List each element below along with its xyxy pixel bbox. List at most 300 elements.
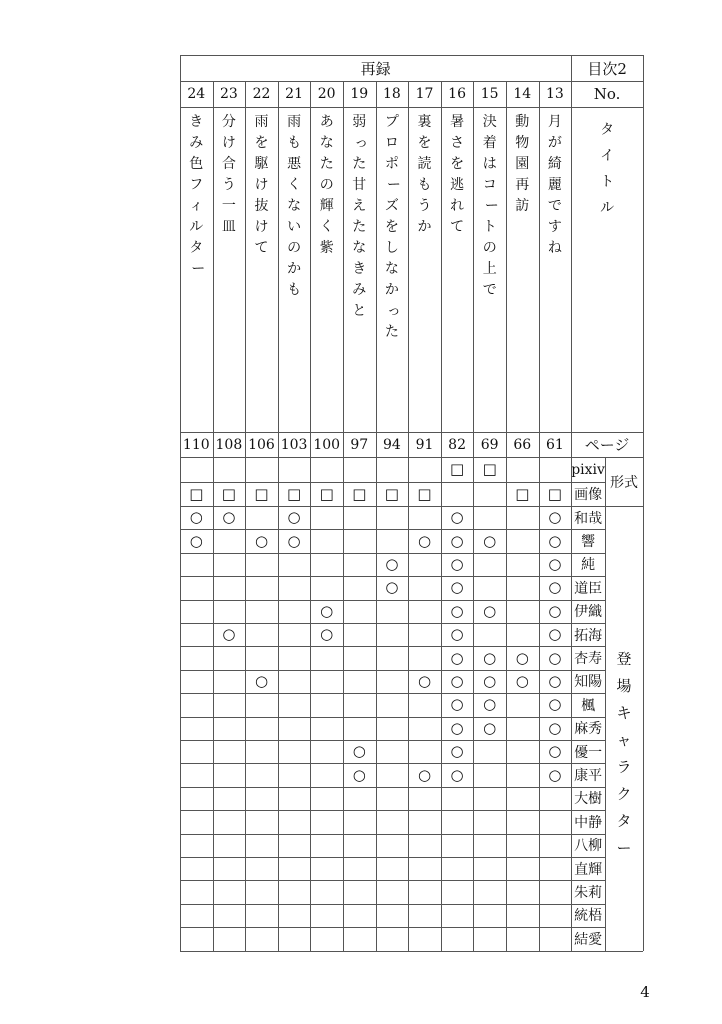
story-number: 18 [382, 86, 401, 102]
grid-line [180, 81, 643, 82]
appearance-mark [245, 623, 278, 646]
appearance-mark: ○ [320, 625, 334, 644]
appearance-mark [213, 834, 246, 857]
story-title: 分 け 合 う 一 皿 [221, 114, 236, 235]
appearance-mark: ○ [548, 648, 562, 667]
story-number: 14 [513, 86, 532, 102]
appearance-mark [408, 623, 441, 646]
pixiv-format-mark [539, 457, 572, 482]
appearance-mark [473, 506, 506, 529]
appearance-mark [213, 904, 246, 927]
grid-line [180, 693, 605, 694]
appearance-mark: ○ [352, 742, 366, 761]
image-format-mark [441, 482, 474, 506]
appearance-mark [180, 880, 213, 903]
story-title: プ ロ ポ ー ズ を し な か っ た [384, 114, 401, 340]
story-number: 16 [448, 86, 466, 102]
story-page: 69 [480, 436, 499, 453]
grid-line [180, 600, 605, 601]
grid-line [180, 810, 605, 811]
appearance-mark [180, 600, 213, 623]
appearance-mark [213, 740, 246, 763]
appearance-mark [376, 927, 409, 950]
appearance-mark: ○ [450, 742, 464, 761]
image-format-mark: □ [515, 484, 530, 503]
appearance-mark [213, 717, 246, 740]
grid-line [180, 553, 605, 554]
story-number: 20 [317, 86, 336, 102]
pixiv-format-mark [180, 457, 213, 482]
grid-line [180, 834, 605, 835]
pixiv-label: pixiv [571, 461, 605, 478]
title-label: タ イ ト ル [600, 122, 615, 216]
appearance-mark: ○ [450, 718, 464, 737]
character-name: 響 [581, 534, 596, 551]
appearance-mark [376, 880, 409, 903]
appearance-mark [278, 553, 311, 576]
story-number: 23 [219, 86, 238, 102]
grid-line [441, 81, 442, 951]
appearance-mark [441, 904, 474, 927]
appearance-mark [408, 904, 441, 927]
appearance-mark [180, 904, 213, 927]
image-format-mark: □ [352, 484, 367, 503]
appearance-mark [506, 717, 539, 740]
appearance-mark [441, 880, 474, 903]
story-number: 13 [545, 86, 564, 102]
appearance-mark [278, 717, 311, 740]
grid-line [180, 646, 605, 647]
appearance-mark [473, 740, 506, 763]
grid-line [180, 904, 605, 905]
appearance-mark [310, 670, 343, 693]
appearance-mark: ○ [548, 742, 562, 761]
image-format-mark: □ [417, 484, 432, 503]
appearance-mark [539, 834, 572, 857]
appearance-mark [539, 857, 572, 880]
appearance-mark [310, 529, 343, 552]
image-format-mark: □ [189, 484, 204, 503]
grid-line [180, 927, 605, 928]
character-name: 康平 [574, 768, 603, 785]
appearance-mark [213, 927, 246, 950]
appearance-mark [180, 646, 213, 669]
grid-line [473, 81, 474, 951]
appearance-mark: ○ [548, 625, 562, 644]
pixiv-format-mark [408, 457, 441, 482]
character-name: 中静 [574, 814, 603, 831]
grid-line [180, 857, 605, 858]
appearance-mark [376, 763, 409, 786]
appearance-mark: ○ [548, 531, 562, 550]
appearance-mark [310, 693, 343, 716]
appearance-mark: ○ [450, 648, 464, 667]
appearance-mark: ○ [548, 508, 562, 527]
character-name: 伊織 [574, 604, 603, 621]
appearance-mark [506, 810, 539, 833]
appearance-mark [213, 787, 246, 810]
appearance-mark [506, 600, 539, 623]
story-title: 弱 っ た 甘 え た な き み と [352, 114, 369, 319]
appearance-mark [180, 693, 213, 716]
appearance-mark [408, 834, 441, 857]
grid-line [180, 107, 643, 108]
appearance-mark [473, 553, 506, 576]
appearance-mark [278, 576, 311, 599]
grid-line [180, 482, 605, 483]
grid-line [180, 55, 181, 951]
appearance-mark [408, 600, 441, 623]
appearance-mark [343, 576, 376, 599]
appearance-mark [310, 763, 343, 786]
appearance-mark [376, 506, 409, 529]
appearance-mark [539, 787, 572, 810]
appearance-mark [245, 763, 278, 786]
appearance-mark [278, 600, 311, 623]
appearance-mark [278, 927, 311, 950]
story-number: 19 [350, 86, 369, 102]
appearance-mark [376, 623, 409, 646]
grid-line [180, 763, 605, 764]
story-page: 94 [382, 436, 401, 453]
appearance-mark [473, 927, 506, 950]
appearance-mark [245, 857, 278, 880]
appearance-mark: ○ [548, 554, 562, 573]
appearance-mark [506, 576, 539, 599]
appearance-mark: ○ [548, 578, 562, 597]
appearance-mark [343, 904, 376, 927]
appearance-mark: ○ [450, 765, 464, 784]
appearance-mark [278, 693, 311, 716]
story-page: 66 [513, 436, 532, 453]
appearance-mark: ○ [548, 765, 562, 784]
appearance-mark [343, 600, 376, 623]
appearance-mark [441, 927, 474, 950]
appearance-mark [376, 646, 409, 669]
grid-line [180, 951, 643, 952]
character-name: 統梧 [574, 908, 603, 925]
pixiv-format-mark [278, 457, 311, 482]
appearance-mark [506, 623, 539, 646]
appearance-mark: ○ [483, 531, 497, 550]
appearance-mark: ○ [450, 508, 464, 527]
appearance-mark [506, 787, 539, 810]
appearance-mark [278, 787, 311, 810]
grid-line [506, 81, 507, 951]
appearance-mark [408, 880, 441, 903]
appearance-mark [539, 810, 572, 833]
story-number: 22 [252, 86, 271, 102]
appearance-mark [376, 834, 409, 857]
story-page: 97 [350, 436, 369, 453]
appearance-mark [408, 740, 441, 763]
appearance-mark [278, 670, 311, 693]
story-title: 雨 を 駆 け 抜 け て [254, 114, 269, 256]
appearance-mark [376, 600, 409, 623]
appearance-mark: ○ [515, 648, 529, 667]
appearance-mark: ○ [254, 671, 269, 690]
grid-line [180, 717, 605, 718]
pixiv-format-mark [376, 457, 409, 482]
appearance-mark: ○ [450, 578, 464, 597]
appearance-mark [408, 787, 441, 810]
appearance-mark [278, 763, 311, 786]
appearance-mark [310, 576, 343, 599]
grid-line [180, 787, 605, 788]
appearance-mark [310, 810, 343, 833]
appearance-mark: ○ [352, 765, 366, 784]
character-name: 大樹 [574, 791, 603, 808]
appearance-mark [343, 693, 376, 716]
appearance-mark [245, 927, 278, 950]
section-title: 再録 [360, 59, 391, 78]
appearance-mark [180, 834, 213, 857]
appearance-mark [213, 880, 246, 903]
appearance-mark [473, 880, 506, 903]
grid-line [180, 432, 643, 433]
appearance-mark [376, 693, 409, 716]
story-number: 15 [480, 86, 499, 102]
appearance-mark [245, 506, 278, 529]
image-format-mark: □ [221, 484, 236, 503]
character-name: 純 [581, 557, 596, 574]
page-number: 4 [640, 983, 650, 1001]
appearance-mark [213, 693, 246, 716]
appearance-mark [506, 553, 539, 576]
appearance-mark: ○ [385, 578, 399, 597]
image-format-mark: □ [547, 484, 562, 503]
grid-line [180, 457, 643, 458]
appearance-mark [376, 787, 409, 810]
appearance-mark [180, 576, 213, 599]
appearance-mark [278, 740, 311, 763]
appearance-mark [473, 763, 506, 786]
appearance-mark [473, 787, 506, 810]
appearance-mark [278, 880, 311, 903]
appearance-mark: ○ [189, 531, 203, 550]
story-page: 82 [448, 436, 466, 453]
character-name: 拓海 [574, 627, 603, 644]
appearance-mark: ○ [450, 695, 464, 714]
story-title: 裏 を 読 も う か [417, 114, 432, 235]
character-name: 和哉 [574, 510, 603, 527]
appearance-mark [506, 904, 539, 927]
appearance-mark [245, 717, 278, 740]
appearance-mark [310, 927, 343, 950]
appearance-mark [180, 810, 213, 833]
appearance-mark [506, 740, 539, 763]
story-title: 暑 さ を 逃 れ て [450, 114, 465, 235]
appearance-mark [408, 646, 441, 669]
appearance-mark [343, 623, 376, 646]
appearance-mark [180, 740, 213, 763]
appearance-mark [245, 787, 278, 810]
grid-line [180, 576, 605, 577]
appearance-mark: ○ [548, 718, 562, 737]
character-name: 結愛 [574, 931, 603, 948]
appearance-mark [180, 787, 213, 810]
appearance-mark [506, 763, 539, 786]
pixiv-format-mark [506, 457, 539, 482]
appearance-mark [213, 529, 246, 552]
appearance-mark: ○ [515, 671, 529, 690]
appearance-mark [310, 904, 343, 927]
grid-line [605, 457, 606, 951]
appearance-mark [506, 506, 539, 529]
appearance-mark [278, 623, 311, 646]
appearance-mark [278, 857, 311, 880]
story-title: 決 着 は コ ー ト の 上 で [482, 114, 499, 298]
appearance-mark [473, 904, 506, 927]
appearance-mark: ○ [450, 554, 464, 573]
appearance-mark [441, 834, 474, 857]
appearance-mark: ○ [450, 625, 464, 644]
appearance-mark [213, 810, 246, 833]
appearance-mark [408, 553, 441, 576]
appearance-mark [343, 880, 376, 903]
appearance-mark [343, 787, 376, 810]
appearance-mark [278, 904, 311, 927]
appearance-mark [343, 857, 376, 880]
story-page: 106 [248, 436, 275, 453]
image-format-mark [473, 482, 506, 506]
appearance-mark: ○ [189, 508, 203, 527]
appearance-mark [408, 717, 441, 740]
appearance-mark: ○ [287, 531, 301, 550]
story-title: あ な た の 輝 く 紫 [319, 114, 334, 256]
appearance-mark [278, 810, 311, 833]
appearance-mark: ○ [450, 601, 464, 620]
characters-label: 登 場 キ ャ ラ ク タ ー [616, 650, 632, 857]
story-page: 91 [415, 436, 434, 453]
character-name: 麻秀 [574, 721, 603, 738]
appearance-mark [506, 529, 539, 552]
appearance-mark: ○ [548, 695, 562, 714]
appearance-mark [310, 553, 343, 576]
story-number: 17 [415, 86, 434, 102]
appearance-mark [506, 834, 539, 857]
appearance-mark: ○ [417, 765, 432, 784]
appearance-mark [310, 834, 343, 857]
pixiv-format-mark [213, 457, 246, 482]
grid-line [539, 81, 540, 951]
appearance-mark: ○ [417, 671, 432, 690]
appearance-mark [343, 834, 376, 857]
format-label: 形式 [610, 474, 638, 491]
appearance-mark: ○ [417, 531, 432, 550]
grid-line [643, 55, 644, 951]
character-name: 杏寿 [574, 651, 603, 668]
appearance-mark [343, 927, 376, 950]
appearance-mark [213, 600, 246, 623]
appearance-mark [180, 763, 213, 786]
appearance-mark: ○ [483, 648, 497, 667]
appearance-mark [245, 693, 278, 716]
appearance-mark [408, 506, 441, 529]
appearance-mark: ○ [548, 671, 562, 690]
pixiv-format-mark [343, 457, 376, 482]
appearance-mark [180, 553, 213, 576]
appearance-mark: ○ [483, 695, 497, 714]
pixiv-format-mark [310, 457, 343, 482]
image-label: 画像 [574, 487, 603, 503]
appearance-mark [376, 717, 409, 740]
appearance-mark [310, 880, 343, 903]
appearance-mark [376, 529, 409, 552]
appearance-mark [343, 553, 376, 576]
appearance-mark [310, 506, 343, 529]
appearance-mark: ○ [450, 671, 464, 690]
appearance-mark [539, 880, 572, 903]
appearance-mark [213, 857, 246, 880]
appearance-mark [245, 646, 278, 669]
appearance-mark [245, 600, 278, 623]
story-title: 雨 も 悪 く な い の か も [287, 114, 302, 298]
appearance-mark [213, 670, 246, 693]
appearance-mark [245, 880, 278, 903]
story-page: 61 [545, 436, 564, 453]
appearance-mark [506, 880, 539, 903]
grid-line [571, 55, 572, 951]
appearance-mark [278, 646, 311, 669]
appearance-mark [473, 834, 506, 857]
character-name: 優一 [574, 744, 603, 761]
appearance-mark [408, 927, 441, 950]
appearance-mark [473, 810, 506, 833]
appearance-mark [245, 904, 278, 927]
appearance-mark: ○ [320, 601, 334, 620]
appearance-mark [539, 927, 572, 950]
appearance-mark: ○ [483, 671, 497, 690]
appearance-mark: ○ [548, 601, 562, 620]
appearance-mark: ○ [450, 531, 464, 550]
image-format-mark: □ [254, 484, 269, 503]
character-name: 知陽 [574, 674, 603, 691]
appearance-mark [310, 717, 343, 740]
story-page: 100 [313, 436, 341, 453]
grid-line [408, 81, 409, 951]
character-name: 朱莉 [574, 885, 603, 902]
appearance-mark [245, 810, 278, 833]
image-format-mark: □ [287, 484, 302, 503]
appearance-mark [473, 623, 506, 646]
appearance-mark [473, 576, 506, 599]
character-name: 直輝 [574, 861, 603, 878]
image-format-mark: □ [319, 484, 334, 503]
grid-line [180, 529, 605, 530]
grid-line [180, 623, 605, 624]
appearance-mark [408, 693, 441, 716]
appearance-mark [441, 787, 474, 810]
grid-line [278, 81, 279, 951]
appearance-mark [376, 857, 409, 880]
grid-line [180, 670, 605, 671]
appearance-mark [310, 857, 343, 880]
appearance-mark [376, 670, 409, 693]
appearance-mark [408, 576, 441, 599]
appearance-mark: ○ [483, 601, 497, 620]
appearance-mark [408, 810, 441, 833]
story-number: 24 [187, 86, 206, 102]
appearance-mark [473, 857, 506, 880]
story-title: 月 が 綺 麗 で す ね [547, 114, 562, 256]
character-name: 八柳 [574, 838, 603, 855]
image-format-mark: □ [384, 484, 399, 503]
grid-line [180, 880, 605, 881]
appearance-mark [213, 763, 246, 786]
appearance-mark [376, 904, 409, 927]
pixiv-format-mark: □ [450, 460, 465, 478]
